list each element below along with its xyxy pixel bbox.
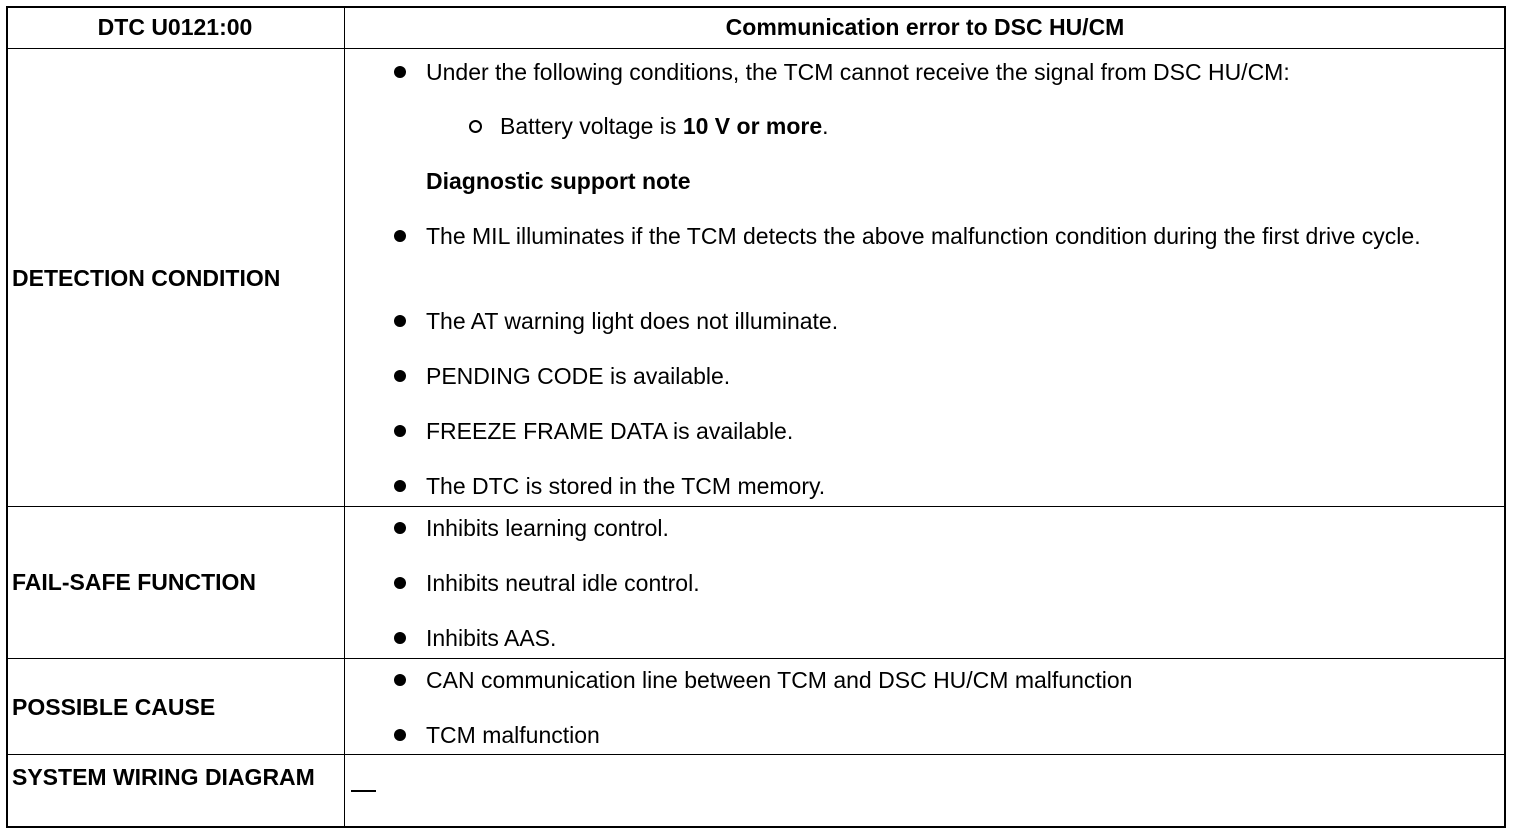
bullet-icon	[394, 674, 406, 686]
detection-note-item: The MIL illuminates if the TCM detects the above malfunction condition during the first drive cycle.	[426, 223, 1421, 249]
detection-note-item: FREEZE FRAME DATA is available.	[426, 418, 794, 444]
possible-cause-item: TCM malfunction	[426, 722, 600, 748]
fail-safe-item: Inhibits AAS.	[426, 625, 557, 651]
detection-note-item: The AT warning light does not illuminate.	[426, 308, 839, 334]
bullet-icon	[394, 315, 406, 327]
detection-intro: Under the following conditions, the TCM cannot receive the signal from DSC HU/CM:	[426, 59, 1290, 85]
dtc-title-header: Communication error to DSC HU/CM	[725, 14, 1125, 40]
row-divider-cause	[6, 754, 1506, 755]
column-divider	[344, 6, 345, 828]
fail-safe-item: Inhibits learning control.	[426, 515, 669, 541]
bullet-icon	[394, 425, 406, 437]
hollow-bullet-icon	[469, 120, 482, 133]
bullet-icon	[394, 632, 406, 644]
diagnostic-note-heading: Diagnostic support note	[426, 168, 691, 194]
detection-note-item: The DTC is stored in the TCM memory.	[426, 473, 826, 499]
fail-safe-label: FAIL-SAFE FUNCTION	[12, 569, 257, 595]
detection-condition-label: DETECTION CONDITION	[12, 265, 281, 291]
detection-sub-condition: Battery voltage is 10 V or more.	[500, 113, 829, 139]
row-divider-failsafe	[6, 658, 1506, 659]
bullet-icon	[394, 66, 406, 78]
empty-value-dash	[351, 790, 376, 792]
bullet-icon	[394, 729, 406, 741]
fail-safe-item: Inhibits neutral idle control.	[426, 570, 700, 596]
dtc-code-header: DTC U0121:00	[97, 14, 253, 40]
system-wiring-diagram-label: SYSTEM WIRING DIAGRAM	[12, 764, 315, 790]
detection-note-item: PENDING CODE is available.	[426, 363, 731, 389]
bullet-icon	[394, 480, 406, 492]
possible-cause-label: POSSIBLE CAUSE	[12, 694, 216, 720]
row-divider-detection	[6, 506, 1506, 507]
row-divider-header	[6, 48, 1506, 49]
bullet-icon	[394, 577, 406, 589]
possible-cause-item: CAN communication line between TCM and DSC HU/CM malfunction	[426, 667, 1133, 693]
bullet-icon	[394, 370, 406, 382]
bullet-icon	[394, 522, 406, 534]
bullet-icon	[394, 230, 406, 242]
